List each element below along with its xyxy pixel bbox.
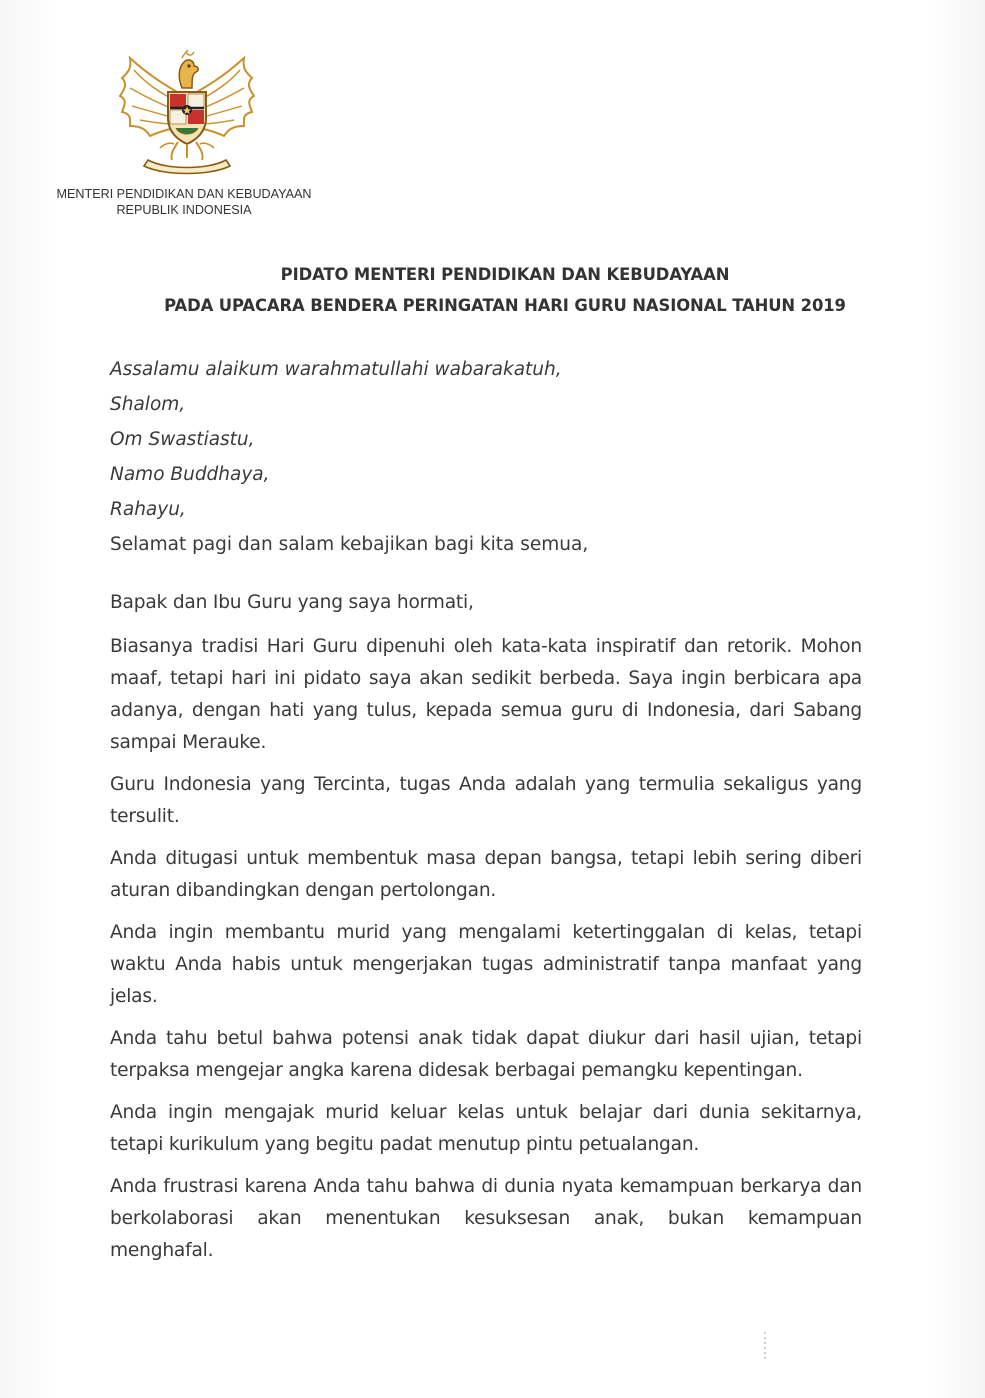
greeting-line: Assalamu alaikum warahmatullahi wabarakatuh, xyxy=(110,359,562,380)
greetings-block xyxy=(110,352,870,562)
scan-artifact xyxy=(764,1332,766,1360)
speech-title-line-1: PIDATO MENTERI PENDIDIKAN DAN KEBUDAYAAN xyxy=(280,265,730,284)
greeting-line: Om Swastiastu, xyxy=(110,429,255,450)
ministry-country: REPUBLIK INDONESIA xyxy=(116,203,252,217)
body-paragraph: Bapak dan Ibu Guru yang saya hormati, xyxy=(110,592,474,613)
greeting-line: Namo Buddhaya, xyxy=(110,464,270,485)
garuda-emblem-graphic xyxy=(112,44,262,176)
speech-title xyxy=(80,259,930,321)
speech-title-line-2: PADA UPACARA BENDERA PERINGATAN HARI GURU NASIONAL TAHUN 2019 xyxy=(164,296,846,315)
body-paragraph: Anda tahu betul bahwa potensi anak tidak dapat diukur dari hasil ujian, tetapi terpaksa mengejar angka karena didesak berbagai pemangku kepentingan. xyxy=(110,1028,862,1081)
body-paragraph: Biasanya tradisi Hari Guru dipenuhi oleh kata-kata inspiratif dan retorik. Mohon maaf, tetapi hari ini pidato saya akan sedikit berbeda. Saya ingin berbicara apa adanya, dengan hati yang tulus, kepada semua guru di Indonesia, dari Sabang sampai Merauke. xyxy=(110,636,862,753)
body-paragraph: Anda ingin mengajak murid keluar kelas untuk belajar dari dunia sekitarnya, tetapi kurikulum yang begitu padat menutup pintu petualangan. xyxy=(110,1102,862,1155)
body-paragraph: Guru Indonesia yang Tercinta, tugas Anda adalah yang termulia sekaligus yang tersulit. xyxy=(110,774,862,827)
greeting-line: Shalom, xyxy=(110,394,186,415)
garuda-emblem-icon xyxy=(112,44,262,176)
body-paragraph: Anda ingin membantu murid yang mengalami ketertinggalan di kelas, tetapi waktu Anda habis untuk mengerjakan tugas administratif tanpa manfaat yang jelas. xyxy=(110,922,862,1007)
body-paragraph: Anda frustrasi karena Anda tahu bahwa di dunia nyata kemampuan berkarya dan berkolaborasi akan menentukan kesuksesan anak, bukan kemampuan menghafal. xyxy=(110,1176,862,1261)
greeting-line: Selamat pagi dan salam kebajikan bagi kita semua, xyxy=(110,534,589,555)
greeting-line: Rahayu, xyxy=(110,499,186,520)
ministry-header xyxy=(36,186,332,218)
ministry-title: MENTERI PENDIDIKAN DAN KEBUDAYAAN xyxy=(56,187,312,201)
body-paragraph: Anda ditugasi untuk membentuk masa depan bangsa, tetapi lebih sering diberi aturan dibandingkan dengan pertolongan. xyxy=(110,848,862,901)
speech-body xyxy=(110,587,862,1277)
